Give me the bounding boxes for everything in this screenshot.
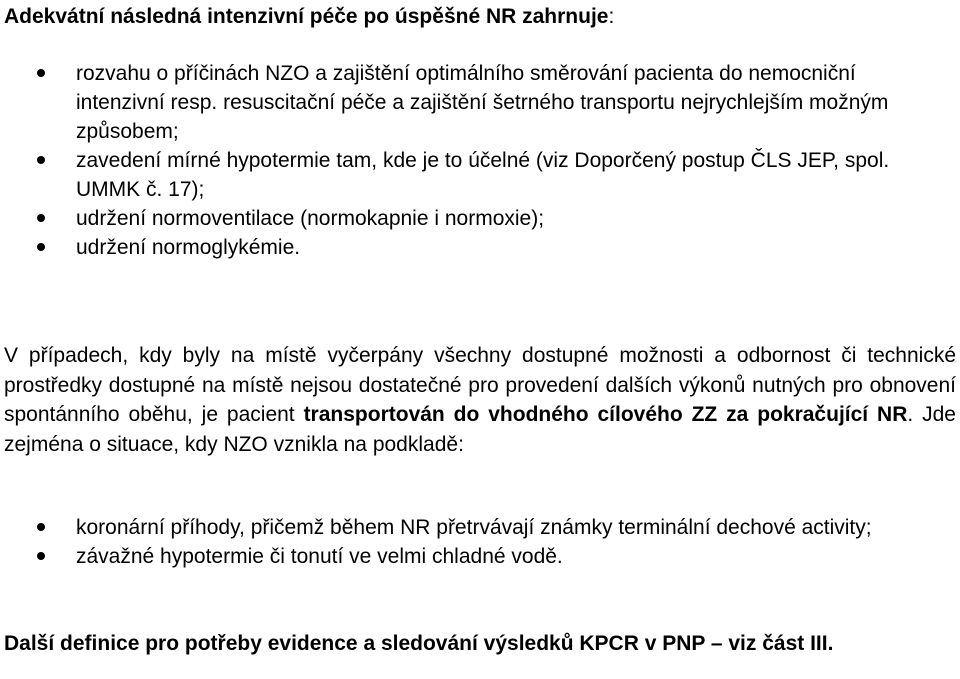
situations-list bbox=[0, 513, 960, 571]
transport-paragraph bbox=[4, 341, 956, 459]
list-item bbox=[0, 542, 960, 571]
list-item bbox=[0, 233, 900, 262]
list-item-text: zavedení mírné hypotermie tam, kde je to účelné (viz Doporčený postup ČLS JEP, spol. UMMK č. 17); bbox=[76, 149, 890, 201]
paragraph-text: V případech, kdy byly na místě vyčerpány všechny dostupné možnosti a odbornost či technické prostředky dostupné na místě nejsou dostatečné pro provedení dalších výkonů nutných pro obnovení spontánního oběhu, je pacient bbox=[4, 344, 956, 426]
list-item bbox=[0, 204, 900, 233]
final-note: Další definice pro potřeby evidence a sledování výsledků KPCR v PNP – viz část III. bbox=[4, 632, 834, 655]
list-item-text: rozvahu o příčinách NZO a zajištění optimálního směrování pacienta do nemocniční intenzivní resp. resuscitační péče a zajištění šetrného transportu nejrychlejším možným způsobem; bbox=[76, 62, 889, 143]
bullet-icon bbox=[37, 69, 45, 77]
bullet-icon bbox=[37, 156, 45, 164]
heading-colon: : bbox=[608, 5, 615, 28]
bullet-icon bbox=[37, 523, 45, 531]
bullet-icon bbox=[37, 243, 45, 251]
paragraph-text-end: . Jde zejména o situace, kdy NZO vznikla na podkladě: bbox=[4, 403, 956, 456]
paragraph-bold-text: transportován do vhodného cílového ZZ za pokračující NR bbox=[303, 403, 908, 426]
list-item-text: závažné hypotermie či tonutí ve velmi chladné vodě. bbox=[76, 545, 563, 568]
list-item-text: udržení normoventilace (normokapnie i normoxie); bbox=[76, 207, 545, 230]
list-item-text: koronární příhody, přičemž během NR přetrvávají známky terminální dechové activity; bbox=[76, 516, 872, 539]
list-item-text: udržení normoglykémie. bbox=[76, 236, 301, 259]
list-item bbox=[0, 146, 900, 204]
heading-text: Adekvátní následná intenzivní péče po úspěšné NR zahrnuje bbox=[4, 5, 609, 28]
care-measures-list bbox=[0, 59, 900, 262]
bullet-icon bbox=[37, 552, 45, 560]
bullet-icon bbox=[37, 214, 45, 222]
section-heading bbox=[4, 2, 614, 31]
list-item bbox=[0, 59, 900, 146]
list-item bbox=[0, 513, 960, 542]
